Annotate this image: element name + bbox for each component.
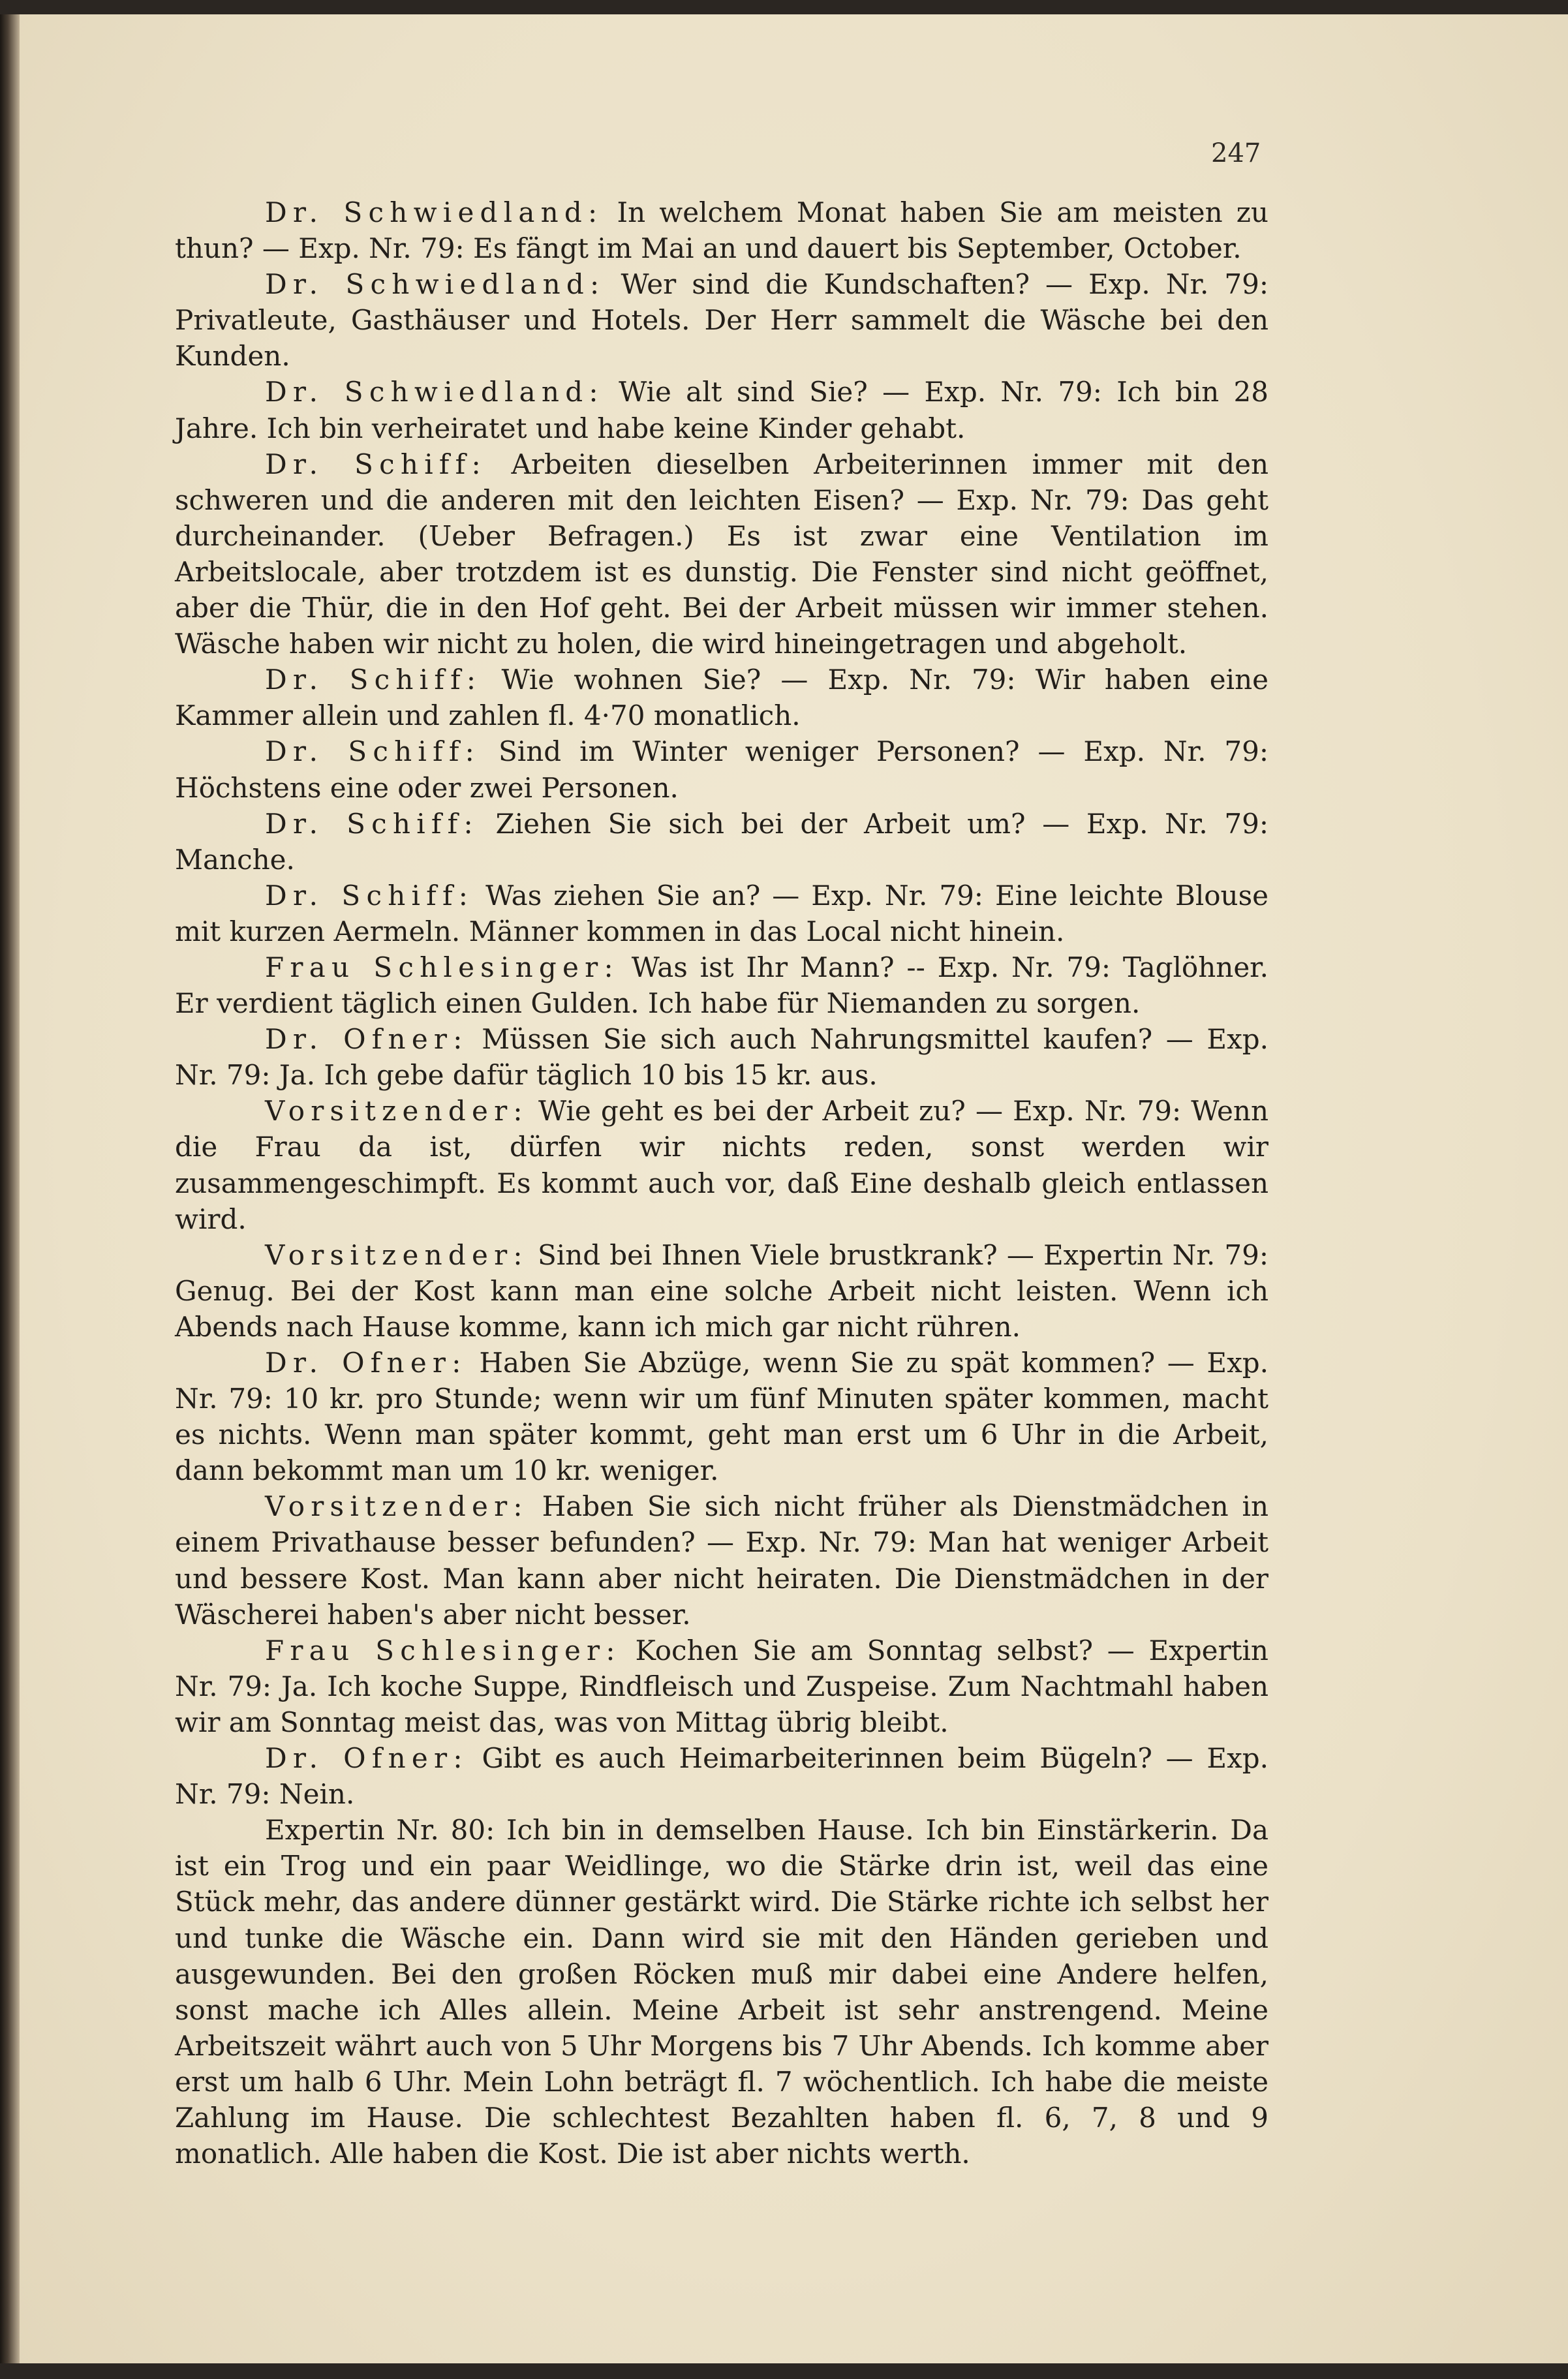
book-spine-shadow (0, 14, 20, 2370)
paragraph (175, 1345, 1268, 1488)
paragraph-text: Haben Sie Abzüge, wenn Sie zu spät kommen? — Exp. Nr. 79: 10 kr. pro Stunde; wenn wir um fünf Minuten später kommen, macht es nichts. Wenn man später kommt, geht man erst um 6 Uhr in die Arbeit, dann bekommt man um 10 kr. weniger. (175, 1347, 1269, 1487)
paragraph-text: Was ist Ihr Mann? -- Exp. Nr. 79: Taglöhner. Er verdient täglich einen Gulden. Ich habe für Niemanden zu sorgen. (175, 951, 1268, 1020)
speaker-name: Frau Schlesinger: (265, 1634, 621, 1666)
paragraph (175, 266, 1268, 374)
speaker-name: Dr. Schwiedland: (265, 376, 604, 408)
paragraph-text: Ziehen Sie sich bei der Arbeit um? — Exp. Nr. 79: Manche. (175, 807, 1269, 876)
paragraph-text: Sind bei Ihnen Viele brustkrank? — Expertin Nr. 79: Genug. Bei der Kost kann man eine solche Arbeit nicht leisten. Wenn ich Abends nach Hause komme, kann ich mich gar nicht rühren. (175, 1238, 1268, 1343)
paragraph-text: Was ziehen Sie an? — Exp. Nr. 79: Eine leichte Blouse mit kurzen Aermeln. Männer kommen in das Local nicht hinein. (175, 879, 1268, 947)
page-number: 247 (1211, 138, 1261, 168)
paragraph-text: Wie alt sind Sie? — Exp. Nr. 79: Ich bin 28 Jahre. Ich bin verheiratet und habe keine Kinder gehabt. (175, 376, 1268, 444)
paragraph (175, 1488, 1268, 1632)
scan-border (0, 2363, 1568, 2379)
paragraph-text: Haben Sie sich nicht früher als Dienstmädchen in einem Privathause besser befunden? — Exp. Nr. 79: Man hat weniger Arbeit und bessere Kost. Man kann aber nicht heiraten. Die Dienstmädchen in der Wäscherei haben's aber nicht besser. (175, 1490, 1268, 1631)
speaker-name: Dr. Schwiedland: (265, 196, 604, 228)
paragraph (175, 194, 1268, 266)
paragraph (175, 1740, 1268, 1812)
speaker-name: Dr. Ofner: (265, 1023, 469, 1056)
paragraph (175, 662, 1268, 733)
paragraph (175, 949, 1268, 1021)
paragraph (175, 446, 1268, 662)
paragraph-text: Müssen Sie sich auch Nahrungsmittel kaufen? — Exp. Nr. 79: Ja. Ich gebe dafür täglich 10 bis 15 kr. aus. (175, 1023, 1268, 1092)
paragraph-text: Sind im Winter weniger Personen? — Exp. Nr. 79: Höchstens eine oder zwei Personen. (175, 735, 1268, 804)
paragraph (175, 733, 1268, 805)
page-body (175, 194, 1268, 2172)
speaker-name: Dr. Schiff: (265, 664, 482, 696)
speaker-name: Vorsitzender: (265, 1238, 529, 1271)
speaker-name: Dr. Schiff: (265, 807, 479, 840)
speaker-name: Vorsitzender: (265, 1095, 529, 1128)
speaker-name: Frau Schlesinger: (265, 951, 619, 983)
speaker-name: Dr. Ofner: (265, 1742, 469, 1775)
paragraph (175, 1633, 1268, 1740)
speaker-name: Dr. Schwiedland: (265, 268, 606, 301)
speaker-name: Dr. Schiff: (265, 879, 474, 912)
speaker-name: Dr. Schiff: (265, 448, 487, 480)
paragraph-text: Wer sind die Kundschaften? — Exp. Nr. 79: Privatleute, Gasthäuser und Hotels. Der Herr sammelt die Wäsche bei den Kunden. (175, 268, 1268, 373)
paragraph-text: In welchem Monat haben Sie am meisten zu thun? — Exp. Nr. 79: Es fängt im Mai an und dauert bis September, October. (175, 196, 1268, 265)
paragraph (175, 374, 1268, 446)
speaker-name: Dr. Schiff: (265, 735, 481, 768)
paragraph-text: Arbeiten dieselben Arbeiterinnen immer mit den schweren und die anderen mit den leichten Eisen? — Exp. Nr. 79: Das geht durcheinander. (Ueber Befragen.) Es ist zwar eine Ventilation im Arbeitslocale, aber trotzdem ist es dunstig. Die Fenster sind nicht geöffnet, aber die Thür, die in den Hof geht. Bei der Arbeit müssen wir immer stehen. Wäsche haben wir nicht zu holen, die wird hineingetragen und abgeholt. (175, 448, 1268, 660)
paragraph-text: Wie geht es bei der Arbeit zu? — Exp. Nr. 79: Wenn die Frau da ist, dürfen wir nichts reden, sonst werden wir zusammengeschimpft. Es kommt auch vor, daß Eine deshalb gleich entlassen wird. (175, 1095, 1268, 1235)
speaker-name: Vorsitzender: (265, 1490, 529, 1523)
paragraph-text: Gibt es auch Heimarbeiterinnen beim Bügeln? — Exp. Nr. 79: Nein. (175, 1742, 1269, 1811)
paragraph (175, 1237, 1268, 1345)
paragraph-text: Expertin Nr. 80: Ich bin in demselben Hause. Ich bin Einstärkerin. Da ist ein Trog und ein paar Weidlinge, wo die Stärke drin ist, weil das eine Stück mehr, das andere dünner gestärkt wird. Die Stärke richte ich selbst her und tunke die Wäsche ein. Dann wird sie mit den Händen gerieben und ausgewunden. Bei den großen Röcken muß mir dabei eine Andere helfen, sonst mache ich Alles allein. Meine Arbeit ist sehr anstrengend. Meine Arbeitszeit währt auch von 5 Uhr Morgens bis 7 Uhr Abends. Ich komme aber erst um halb 6 Uhr. Mein Lohn beträgt fl. 7 wöchentlich. Ich habe die meiste Zahlung im Hause. Die schlechtest Bezahlten haben fl. 6, 7, 8 und 9 monatlich. Alle haben die Kost. Die ist aber nichts werth. (175, 1814, 1268, 2170)
paragraph (175, 1093, 1268, 1236)
paragraph (175, 1021, 1268, 1093)
book-page (0, 14, 1568, 2370)
paragraph-text: Wie wohnen Sie? — Exp. Nr. 79: Wir haben eine Kammer allein und zahlen fl. 4·70 monatlich. (175, 664, 1268, 732)
paragraph (175, 878, 1268, 949)
speaker-name: Dr. Ofner: (265, 1347, 467, 1379)
paragraph (175, 1812, 1268, 2172)
paragraph-text: Kochen Sie am Sonntag selbst? — Expertin Nr. 79: Ja. Ich koche Suppe, Rindfleisch und Zuspeise. Zum Nachtmahl haben wir am Sonntag meist das, was von Mittag übrig bleibt. (175, 1634, 1268, 1738)
paragraph (175, 806, 1268, 878)
